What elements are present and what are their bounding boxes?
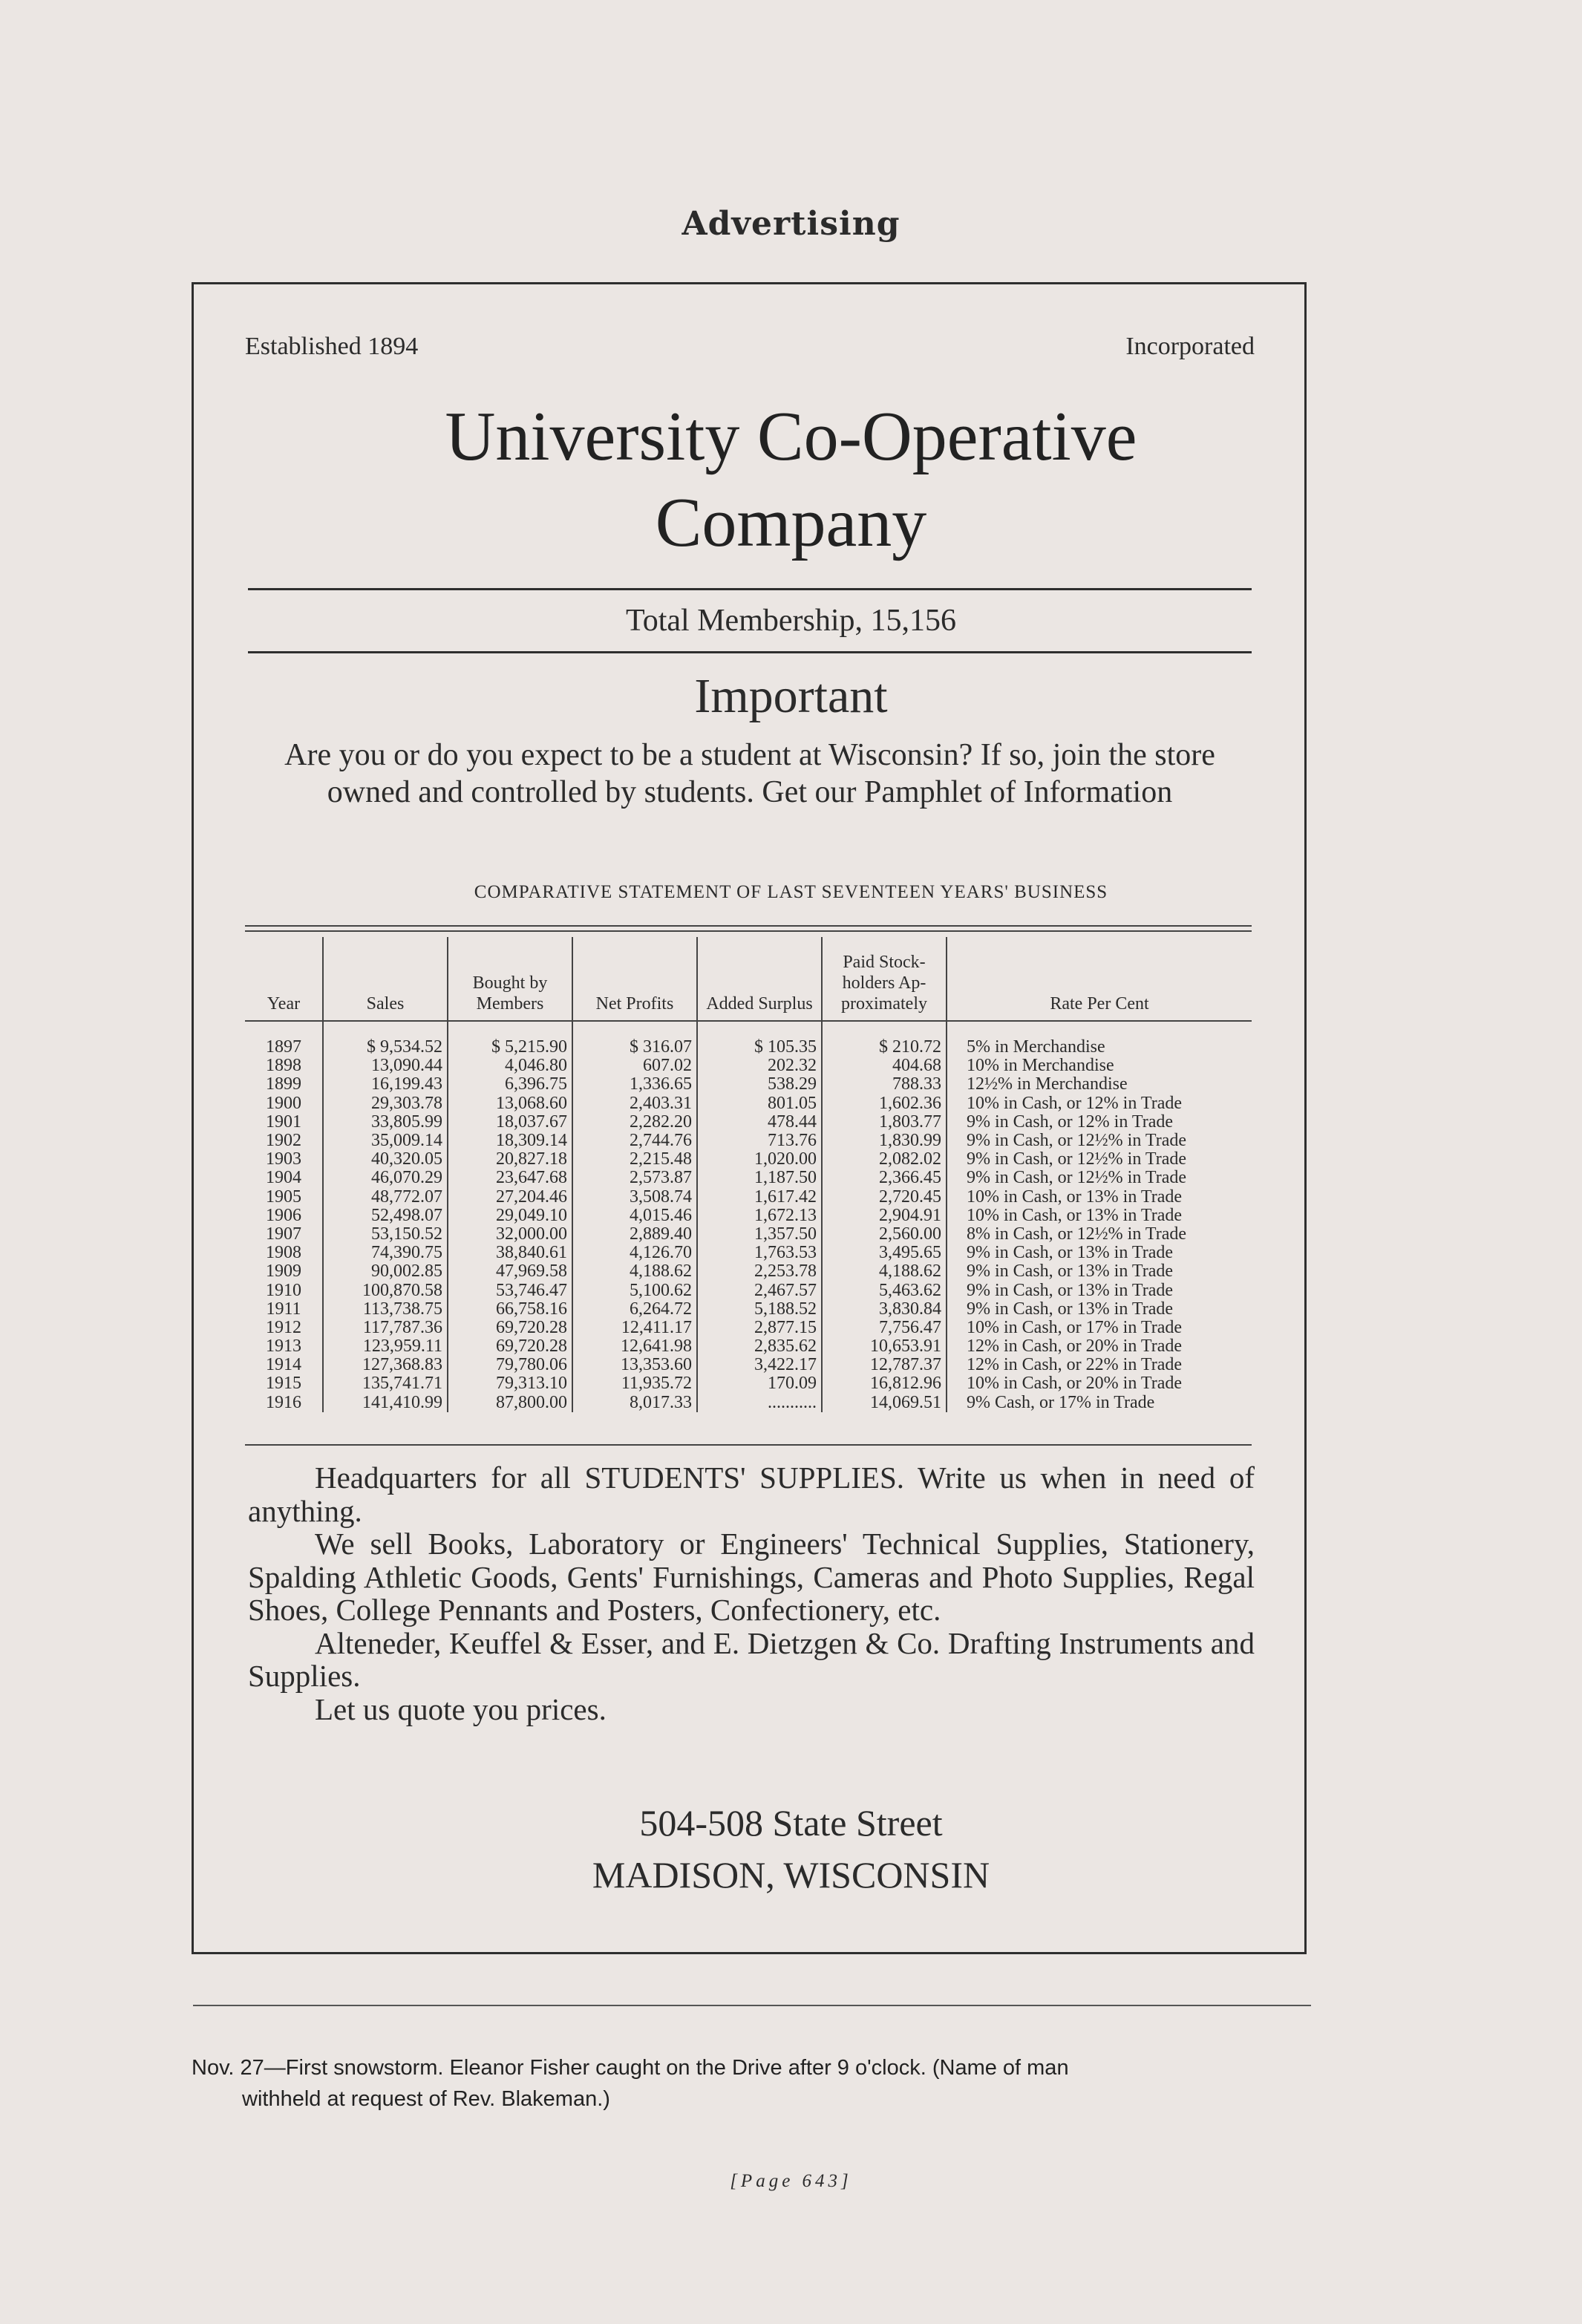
cell-added-surplus: ........... <box>697 1394 822 1412</box>
table-row <box>245 1188 1252 1207</box>
paragraph-products: We sell Books, Laboratory or Engineers' Technical Supplies, Stationery, Spalding Athletic Goods, Gents' Furnishings, Cameras and Photo Supplies, Regal Shoes, College Pennants and Posters, Confectionery, etc. <box>248 1527 1255 1627</box>
company-name-line1: University Co-Operative <box>445 398 1137 475</box>
cell-bought: 20,827.18 <box>448 1150 572 1169</box>
cell-sales: 127,368.83 <box>323 1356 448 1374</box>
cell-sales: 100,870.58 <box>323 1281 448 1299</box>
cell-paid-stockholders: 1,602.36 <box>822 1094 947 1113</box>
table-row <box>245 1300 1252 1319</box>
cell-sales: 29,303.78 <box>323 1094 448 1113</box>
table-row <box>245 1356 1252 1374</box>
cell-bought: 66,758.16 <box>448 1300 572 1319</box>
body-text <box>248 1461 1255 1726</box>
col-net-profits: Net Profits <box>572 937 697 1021</box>
paragraph-quote: Let us quote you prices. <box>315 1691 607 1726</box>
cell-sales: 113,738.75 <box>323 1300 448 1319</box>
table-row <box>245 1225 1252 1244</box>
cell-year: 1912 <box>266 1317 301 1337</box>
cell-bought: 13,068.60 <box>448 1094 572 1113</box>
established-label: Established 1894 <box>245 333 419 360</box>
cell-year: 1899 <box>266 1074 301 1094</box>
divider-bottom <box>248 651 1252 653</box>
cell-added-surplus: 2,253.78 <box>697 1262 822 1281</box>
cell-year: 1905 <box>266 1187 301 1207</box>
cell-bought: $ 5,215.90 <box>448 1038 572 1057</box>
cell-rate: 9% in Cash, or 13% in Trade <box>947 1300 1252 1319</box>
cell-added-surplus: 2,467.57 <box>697 1281 822 1299</box>
cell-rate: 9% in Cash, or 13% in Trade <box>947 1244 1252 1262</box>
cell-sales: 52,498.07 <box>323 1207 448 1225</box>
cell-sales: 33,805.99 <box>323 1113 448 1132</box>
cell-paid-stockholders: 5,463.62 <box>822 1281 947 1299</box>
cell-added-surplus: 170.09 <box>697 1374 822 1393</box>
cell-bought: 4,046.80 <box>448 1057 572 1075</box>
address <box>0 1797 1582 1901</box>
footnote-separator <box>193 2005 1311 2006</box>
col-sales: Sales <box>323 937 448 1021</box>
cell-bought: 69,720.28 <box>448 1337 572 1356</box>
cell-rate: 9% in Cash, or 12½% in Trade <box>947 1169 1252 1187</box>
cell-added-surplus: 2,835.62 <box>697 1337 822 1356</box>
table-row <box>245 1207 1252 1225</box>
cell-rate: 10% in Cash, or 13% in Trade <box>947 1188 1252 1207</box>
cell-paid-stockholders: 2,560.00 <box>822 1225 947 1244</box>
table-row <box>245 1374 1252 1393</box>
table-bottom-rule <box>245 1444 1252 1446</box>
cell-paid-stockholders: 4,188.62 <box>822 1262 947 1281</box>
cell-year: 1904 <box>266 1168 301 1188</box>
cell-rate: 5% in Merchandise <box>947 1038 1252 1057</box>
cell-added-surplus: 713.76 <box>697 1132 822 1150</box>
cell-rate: 10% in Cash, or 13% in Trade <box>947 1207 1252 1225</box>
cell-year: 1902 <box>266 1131 301 1151</box>
cell-year: 1908 <box>266 1243 301 1263</box>
table-row <box>245 1244 1252 1262</box>
cell-added-surplus: 1,187.50 <box>697 1169 822 1187</box>
cell-net-profits: 4,015.46 <box>572 1207 697 1225</box>
cell-rate: 9% in Cash, or 12½% in Trade <box>947 1132 1252 1150</box>
cell-added-surplus: 2,877.15 <box>697 1319 822 1337</box>
cell-year: 1911 <box>266 1299 301 1319</box>
table-row <box>245 1281 1252 1299</box>
cell-net-profits: 3,508.74 <box>572 1188 697 1207</box>
cell-net-profits: 2,744.76 <box>572 1132 697 1150</box>
cell-rate: 9% Cash, or 17% in Trade <box>947 1394 1252 1412</box>
company-name-line2: Company <box>655 484 927 561</box>
cell-rate: 9% in Cash, or 13% in Trade <box>947 1281 1252 1299</box>
cell-added-surplus: 202.32 <box>697 1057 822 1075</box>
cell-added-surplus: 538.29 <box>697 1075 822 1094</box>
cell-paid-stockholders: 3,495.65 <box>822 1244 947 1262</box>
cell-bought: 18,037.67 <box>448 1113 572 1132</box>
col-paid-stockholders: Paid Stock-holders Ap-proximately <box>822 937 947 1021</box>
cell-rate: 9% in Cash, or 12½% in Trade <box>947 1150 1252 1169</box>
cell-bought: 79,313.10 <box>448 1374 572 1393</box>
cell-sales: 16,199.43 <box>323 1075 448 1094</box>
table-top-rule <box>245 925 1252 932</box>
cell-added-surplus: 1,763.53 <box>697 1244 822 1262</box>
cell-rate: 10% in Cash, or 20% in Trade <box>947 1374 1252 1393</box>
membership-line: Total Membership, 15,156 <box>626 604 956 638</box>
cell-bought: 6,396.75 <box>448 1075 572 1094</box>
cell-paid-stockholders: 2,720.45 <box>822 1188 947 1207</box>
cell-added-surplus: 478.44 <box>697 1113 822 1132</box>
cell-bought: 32,000.00 <box>448 1225 572 1244</box>
cell-sales: 53,150.52 <box>323 1225 448 1244</box>
cell-sales: 141,410.99 <box>323 1394 448 1412</box>
cell-rate: 12% in Cash, or 20% in Trade <box>947 1337 1252 1356</box>
company-name <box>0 394 1582 566</box>
cell-rate: 8% in Cash, or 12½% in Trade <box>947 1225 1252 1244</box>
cell-bought: 38,840.61 <box>448 1244 572 1262</box>
cell-net-profits: $ 316.07 <box>572 1038 697 1057</box>
cell-sales: 135,741.71 <box>323 1374 448 1393</box>
cell-rate: 10% in Cash, or 12% in Trade <box>947 1094 1252 1113</box>
table-row <box>245 1337 1252 1356</box>
table-row <box>245 1113 1252 1132</box>
table-row <box>245 1319 1252 1337</box>
address-street: 504-508 State Street <box>639 1802 943 1844</box>
cell-net-profits: 13,353.60 <box>572 1356 697 1374</box>
page-number: [Page 643] <box>730 2171 852 2191</box>
cell-sales: 35,009.14 <box>323 1132 448 1150</box>
col-rate: Rate Per Cent <box>947 937 1252 1021</box>
cell-rate: 12½% in Merchandise <box>947 1075 1252 1094</box>
important-heading: Important <box>694 669 888 723</box>
cell-net-profits: 2,403.31 <box>572 1094 697 1113</box>
cell-paid-stockholders: $ 210.72 <box>822 1038 947 1057</box>
table-row <box>245 1132 1252 1150</box>
cell-year: 1900 <box>266 1093 301 1113</box>
col-bought: Bought by Members <box>448 937 572 1021</box>
cell-added-surplus: 3,422.17 <box>697 1356 822 1374</box>
cell-net-profits: 1,336.65 <box>572 1075 697 1094</box>
cell-bought: 87,800.00 <box>448 1394 572 1412</box>
cell-sales: 74,390.75 <box>323 1244 448 1262</box>
cell-net-profits: 607.02 <box>572 1057 697 1075</box>
footnote-line2: withheld at request of Rev. Blakeman.) <box>242 2087 610 2111</box>
cell-year: 1897 <box>266 1037 301 1057</box>
cell-net-profits: 11,935.72 <box>572 1374 697 1393</box>
cell-bought: 29,049.10 <box>448 1207 572 1225</box>
cell-net-profits: 12,641.98 <box>572 1337 697 1356</box>
cell-added-surplus: 801.05 <box>697 1094 822 1113</box>
cell-rate: 9% in Cash, or 12% in Trade <box>947 1113 1252 1132</box>
table-row <box>245 1057 1252 1075</box>
cell-bought: 23,647.68 <box>448 1169 572 1187</box>
cell-paid-stockholders: 2,904.91 <box>822 1207 947 1225</box>
statement-title: COMPARATIVE STATEMENT OF LAST SEVENTEEN YEARS' BUSINESS <box>474 882 1108 902</box>
cell-added-surplus: $ 105.35 <box>697 1038 822 1057</box>
cell-year: 1916 <box>266 1392 301 1412</box>
cell-year: 1910 <box>266 1280 301 1300</box>
cell-paid-stockholders: 16,812.96 <box>822 1374 947 1393</box>
cell-paid-stockholders: 788.33 <box>822 1075 947 1094</box>
intro-text: Are you or do you expect to be a student at Wisconsin? If so, join the store owned and controlled by students. Get our Pamphlet of Information <box>284 738 1215 809</box>
table-body <box>245 1021 1252 1412</box>
cell-year: 1898 <box>266 1056 301 1076</box>
cell-paid-stockholders: 10,653.91 <box>822 1337 947 1356</box>
cell-year: 1915 <box>266 1374 301 1394</box>
cell-year: 1907 <box>266 1224 301 1244</box>
page-header: Advertising <box>681 205 901 243</box>
cell-rate: 12% in Cash, or 22% in Trade <box>947 1356 1252 1374</box>
cell-net-profits: 2,889.40 <box>572 1225 697 1244</box>
cell-added-surplus: 5,188.52 <box>697 1300 822 1319</box>
cell-year: 1913 <box>266 1336 301 1357</box>
cell-bought: 79,780.06 <box>448 1356 572 1374</box>
paragraph-drafting: Alteneder, Keuffel & Esser, and E. Dietzgen & Co. Drafting Instruments and Supplies. <box>248 1625 1255 1693</box>
cell-rate: 9% in Cash, or 13% in Trade <box>947 1262 1252 1281</box>
cell-paid-stockholders: 3,830.84 <box>822 1300 947 1319</box>
cell-sales: 40,320.05 <box>323 1150 448 1169</box>
cell-paid-stockholders: 14,069.51 <box>822 1394 947 1412</box>
cell-net-profits: 8,017.33 <box>572 1394 697 1412</box>
address-city: MADISON, WISCONSIN <box>592 1854 990 1896</box>
cell-sales: 48,772.07 <box>323 1188 448 1207</box>
cell-net-profits: 2,282.20 <box>572 1113 697 1132</box>
cell-added-surplus: 1,672.13 <box>697 1207 822 1225</box>
cell-added-surplus: 1,617.42 <box>697 1188 822 1207</box>
cell-rate: 10% in Cash, or 17% in Trade <box>947 1319 1252 1337</box>
cell-net-profits: 4,188.62 <box>572 1262 697 1281</box>
cell-paid-stockholders: 2,366.45 <box>822 1169 947 1187</box>
table-row <box>245 1038 1252 1057</box>
cell-year: 1903 <box>266 1149 301 1169</box>
cell-year: 1914 <box>266 1355 301 1375</box>
paragraph-headquarters: Headquarters for all STUDENTS' SUPPLIES. Write us when in need of anything. <box>248 1460 1255 1528</box>
cell-rate: 10% in Merchandise <box>947 1057 1252 1075</box>
cell-net-profits: 6,264.72 <box>572 1300 697 1319</box>
table-header-row <box>245 937 1252 1021</box>
cell-bought: 47,969.58 <box>448 1262 572 1281</box>
col-added-surplus: Added Surplus <box>697 937 822 1021</box>
cell-sales: 13,090.44 <box>323 1057 448 1075</box>
cell-added-surplus: 1,020.00 <box>697 1150 822 1169</box>
table-row <box>245 1169 1252 1187</box>
footnote <box>192 2052 1313 2115</box>
cell-net-profits: 4,126.70 <box>572 1244 697 1262</box>
table-row <box>245 1075 1252 1094</box>
cell-paid-stockholders: 7,756.47 <box>822 1319 947 1337</box>
table-row <box>245 1394 1252 1412</box>
cell-bought: 69,720.28 <box>448 1319 572 1337</box>
cell-net-profits: 2,573.87 <box>572 1169 697 1187</box>
cell-added-surplus: 1,357.50 <box>697 1225 822 1244</box>
cell-sales: 46,070.29 <box>323 1169 448 1187</box>
table-row <box>245 1262 1252 1281</box>
cell-year: 1909 <box>266 1261 301 1282</box>
business-table <box>245 937 1252 1412</box>
cell-year: 1901 <box>266 1112 301 1132</box>
cell-bought: 27,204.46 <box>448 1188 572 1207</box>
cell-sales: $ 9,534.52 <box>323 1038 448 1057</box>
cell-bought: 18,309.14 <box>448 1132 572 1150</box>
cell-net-profits: 5,100.62 <box>572 1281 697 1299</box>
cell-net-profits: 12,411.17 <box>572 1319 697 1337</box>
cell-year: 1906 <box>266 1205 301 1225</box>
col-year: Year <box>245 937 323 1021</box>
table-row <box>245 1094 1252 1113</box>
footnote-line1: Nov. 27—First snowstorm. Eleanor Fisher caught on the Drive after 9 o'clock. (Name of man <box>192 2056 1069 2080</box>
cell-paid-stockholders: 12,787.37 <box>822 1356 947 1374</box>
cell-sales: 123,959.11 <box>323 1337 448 1356</box>
cell-bought: 53,746.47 <box>448 1281 572 1299</box>
table-row <box>245 1150 1252 1169</box>
cell-paid-stockholders: 2,082.02 <box>822 1150 947 1169</box>
divider-top <box>248 588 1252 590</box>
incorporated-label: Incorporated <box>1125 333 1255 360</box>
cell-sales: 117,787.36 <box>323 1319 448 1337</box>
cell-paid-stockholders: 1,803.77 <box>822 1113 947 1132</box>
cell-paid-stockholders: 1,830.99 <box>822 1132 947 1150</box>
cell-sales: 90,002.85 <box>323 1262 448 1281</box>
cell-paid-stockholders: 404.68 <box>822 1057 947 1075</box>
cell-net-profits: 2,215.48 <box>572 1150 697 1169</box>
